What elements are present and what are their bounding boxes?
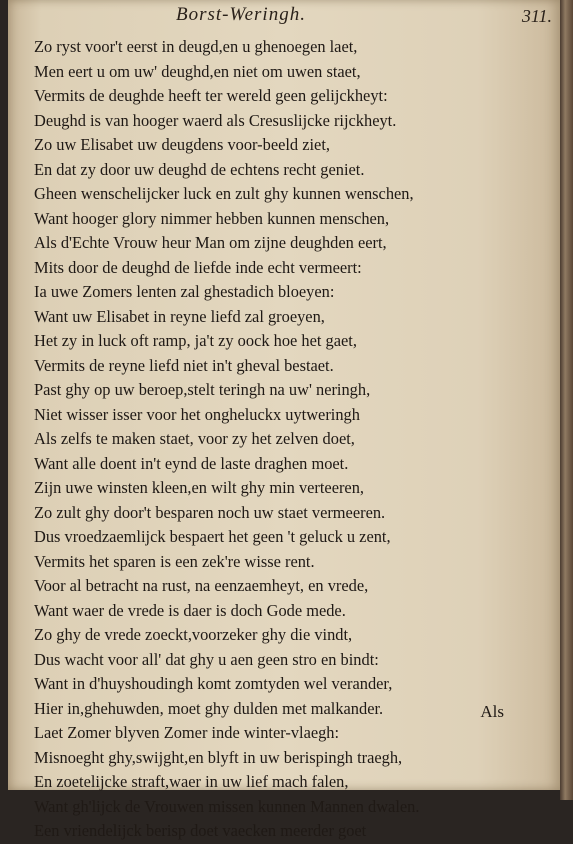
catchword: Als (480, 702, 504, 721)
verse-line: Want gh'lijck de Vrouwen missen kunnen Mannen dwalen. (34, 796, 420, 816)
running-title: Borst-Weringh. (176, 4, 306, 25)
verse-line: Gheen wenschelijcker luck en zult ghy kunnen wenschen, (34, 184, 414, 203)
verse-line: Laet Zomer blyven Zomer inde winter-vlaegh: (34, 723, 340, 742)
verse-line: Dus wacht voor all' dat ghy u aen geen stro en bindt: (34, 649, 379, 669)
verse-line: Mits door de deughd de liefde inde echt vermeert: (34, 257, 362, 277)
verse-line: Misnoeght ghy,swijght,en blyft in uw berispingh traegh, (34, 747, 403, 767)
verse-line: Want hooger glory nimmer hebben kunnen menschen, (34, 208, 390, 228)
verse-line: Want in d'huyshoudingh komt zomtyden wel verander, (34, 674, 393, 693)
verse-line: Vermits het sparen is een zek're wisse rent. (34, 551, 315, 571)
verse-line: Vermits de deughde heeft ter wereld geen gelijckheyt: (34, 86, 388, 105)
verse-line: Zo ryst voor't eerst in deugd,en u ghenoegen laet, (34, 37, 358, 56)
verse-line: Past ghy op uw beroep,stelt teringh na uw' neringh, (34, 380, 371, 399)
verse-line: Het zy in luck oft ramp, ja't zy oock hoe het gaet, (34, 331, 357, 350)
verse-line: Een vriendelijck berisp doet vaecken meerder goet (34, 821, 367, 840)
verse-line: En dat zy door uw deughd de echtens recht geniet. (34, 159, 365, 179)
verse-line: Dus vroedzaemlijck bespaert het geen 't geluck u zent, (34, 527, 391, 546)
verse-line: Deughd is van hooger waerd als Cresuslijcke rijckheyt. (34, 110, 397, 130)
book-edge (560, 0, 573, 800)
verse-line: Want alle doent in't eynd de laste draghen moet. (34, 453, 349, 473)
verse-text (34, 35, 534, 844)
page-number: 311. (521, 6, 552, 26)
verse-line: Men eert u om uw' deughd,en niet om uwen staet, (34, 61, 361, 81)
page-header (8, 4, 560, 30)
book-page (8, 0, 560, 840)
verse-line: Zijn uwe winsten kleen,en wilt ghy min verteeren, (34, 478, 364, 497)
verse-line: Niet wisser isser voor het ongheluckx uytweringh (34, 404, 360, 424)
verse-line: Vermits de reyne liefd niet in't gheval bestaet. (34, 355, 334, 375)
verse-line: Zo uw Elisabet uw deugdens voor-beeld ziet, (34, 135, 330, 154)
verse-line: Als d'Echte Vrouw heur Man om zijne deughden eert, (34, 233, 387, 252)
verse-line: Hier in,ghehuwden, moet ghy dulden met malkander. (34, 698, 384, 718)
verse-line: Zo ghy de vrede zoeckt,voorzeker ghy die vindt, (34, 625, 353, 644)
verse-line: Als zelfs te maken staet, voor zy het zelven doet, (34, 429, 355, 448)
verse-line: Want waer de vrede is daer is doch Gode mede. (34, 600, 346, 620)
verse-line: Zo zult ghy door't besparen noch uw staet vermeeren. (34, 502, 386, 522)
verse-line: Want uw Elisabet in reyne liefd zal groeyen, (34, 306, 325, 326)
verse-line: Ia uwe Zomers lenten zal ghestadich bloeyen: (34, 282, 335, 301)
verse-line: Voor al betracht na rust, na eenzaemheyt, en vrede, (34, 576, 369, 595)
verse-line: En zoetelijcke straft,waer in uw lief mach falen, (34, 772, 349, 791)
